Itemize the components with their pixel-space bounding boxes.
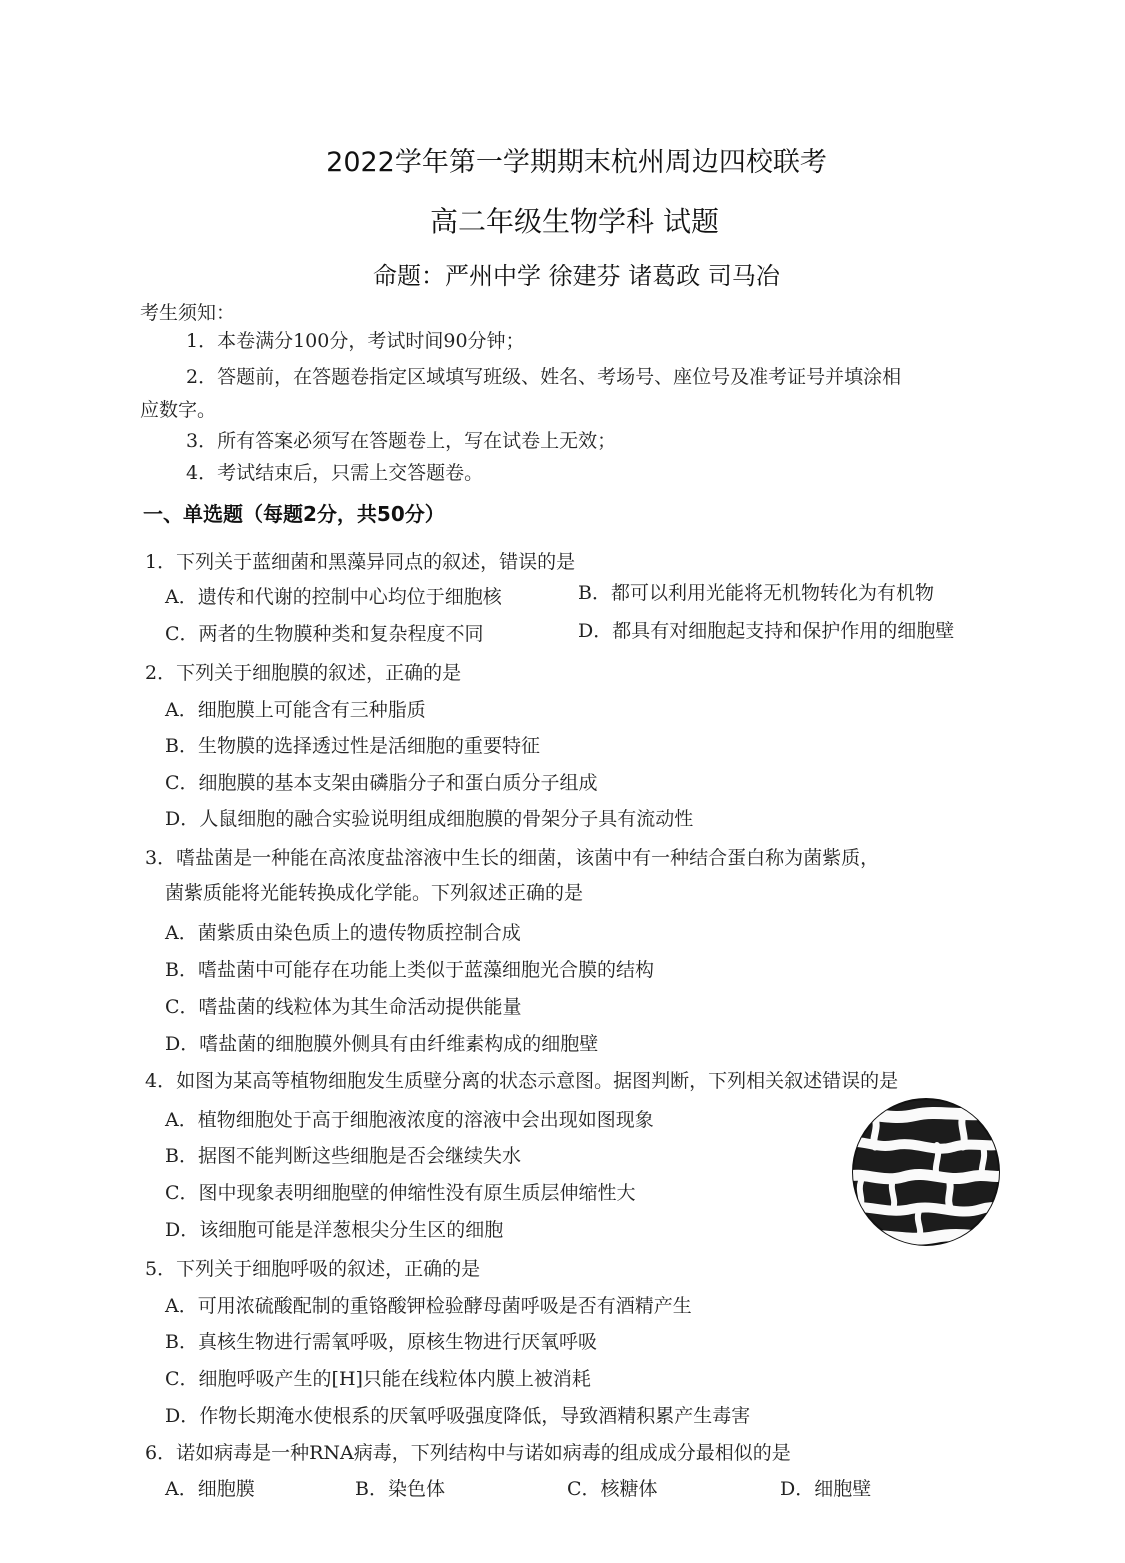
- plasmolysis-cell-figure: [845, 1097, 1007, 1247]
- question-option: C．图中现象表明细胞壁的伸缩性没有原生质层伸缩性大: [165, 1182, 636, 1204]
- notice-heading: 考生须知：: [140, 302, 236, 324]
- question-option: C．细胞呼吸产生的[H]只能在线粒体内膜上被消耗: [165, 1368, 591, 1390]
- exam-subtitle: 高二年级生物学科 试题: [430, 205, 719, 238]
- question-option: B．真核生物进行需氧呼吸，原核生物进行厌氧呼吸: [165, 1331, 597, 1353]
- question-option: A．植物细胞处于高于细胞液浓度的溶液中会出现如图现象: [165, 1109, 654, 1131]
- question-option: A．细胞膜: [165, 1478, 255, 1500]
- question-option: B．嗜盐菌中可能存在功能上类似于蓝藻细胞光合膜的结构: [165, 959, 654, 981]
- question-stem: 5．下列关于细胞呼吸的叙述，正确的是: [145, 1258, 481, 1280]
- question-option: A．遗传和代谢的控制中心均位于细胞核: [165, 586, 502, 608]
- question-option: D．嗜盐菌的细胞膜外侧具有由纤维素构成的细胞壁: [165, 1033, 599, 1055]
- question-option: C．嗜盐菌的线粒体为其生命活动提供能量: [165, 996, 522, 1018]
- question-stem: 1．下列关于蓝细菌和黑藻异同点的叙述，错误的是: [145, 551, 576, 573]
- question-option: B．染色体: [355, 1478, 445, 1500]
- notice-item: 应数字。: [140, 399, 217, 421]
- question-option: B．都可以利用光能将无机物转化为有机物: [578, 582, 934, 604]
- question-stem-continued: 菌紫质能将光能转换成化学能。下列叙述正确的是: [165, 882, 584, 904]
- exam-authors: 命题：严州中学 徐建芬 诸葛政 司马冶: [373, 262, 780, 290]
- question-stem: 4．如图为某高等植物细胞发生质壁分离的状态示意图。据图判断，下列相关叙述错误的是: [145, 1070, 899, 1092]
- question-option: A．细胞膜上可能含有三种脂质: [165, 699, 426, 721]
- question-option: D．作物长期淹水使根系的厌氧呼吸强度降低，导致酒精积累产生毒害: [165, 1405, 751, 1427]
- notice-item: 1．本卷满分100分，考试时间90分钟；: [186, 330, 525, 352]
- question-option: C．核糖体: [567, 1478, 658, 1500]
- notice-item: 2．答题前，在答题卷指定区域填写班级、姓名、考场号、座位号及准考证号并填涂相: [186, 366, 902, 388]
- section-title: 一、单选题（每题2分，共50分）: [143, 502, 445, 526]
- question-option: A．可用浓硫酸配制的重铬酸钾检验酵母菌呼吸是否有酒精产生: [165, 1295, 692, 1317]
- question-option: C．两者的生物膜种类和复杂程度不同: [165, 623, 484, 645]
- question-option: C．细胞膜的基本支架由磷脂分子和蛋白质分子组成: [165, 772, 598, 794]
- notice-item: 3．所有答案必须写在答题卷上，写在试卷上无效；: [186, 430, 617, 452]
- question-option: D．细胞壁: [780, 1478, 872, 1500]
- notice-item: 4．考试结束后，只需上交答题卷。: [186, 462, 484, 484]
- question-stem: 3．嗜盐菌是一种能在高浓度盐溶液中生长的细菌，该菌中有一种结合蛋白称为菌紫质，: [145, 847, 880, 869]
- question-option: D．都具有对细胞起支持和保护作用的细胞壁: [578, 620, 955, 642]
- question-option: B．据图不能判断这些细胞是否会继续失水: [165, 1145, 521, 1167]
- question-option: D．该细胞可能是洋葱根尖分生区的细胞: [165, 1219, 504, 1241]
- question-stem: 6．诺如病毒是一种RNA病毒，下列结构中与诺如病毒的组成成分最相似的是: [145, 1442, 791, 1464]
- exam-title: 2022学年第一学期期末杭州周边四校联考: [326, 147, 827, 178]
- question-option: A．菌紫质由染色质上的遗传物质控制合成: [165, 922, 521, 944]
- question-option: D．人鼠细胞的融合实验说明组成细胞膜的骨架分子具有流动性: [165, 808, 694, 830]
- question-stem: 2．下列关于细胞膜的叙述，正确的是: [145, 662, 462, 684]
- question-option: B．生物膜的选择透过性是活细胞的重要特征: [165, 735, 540, 757]
